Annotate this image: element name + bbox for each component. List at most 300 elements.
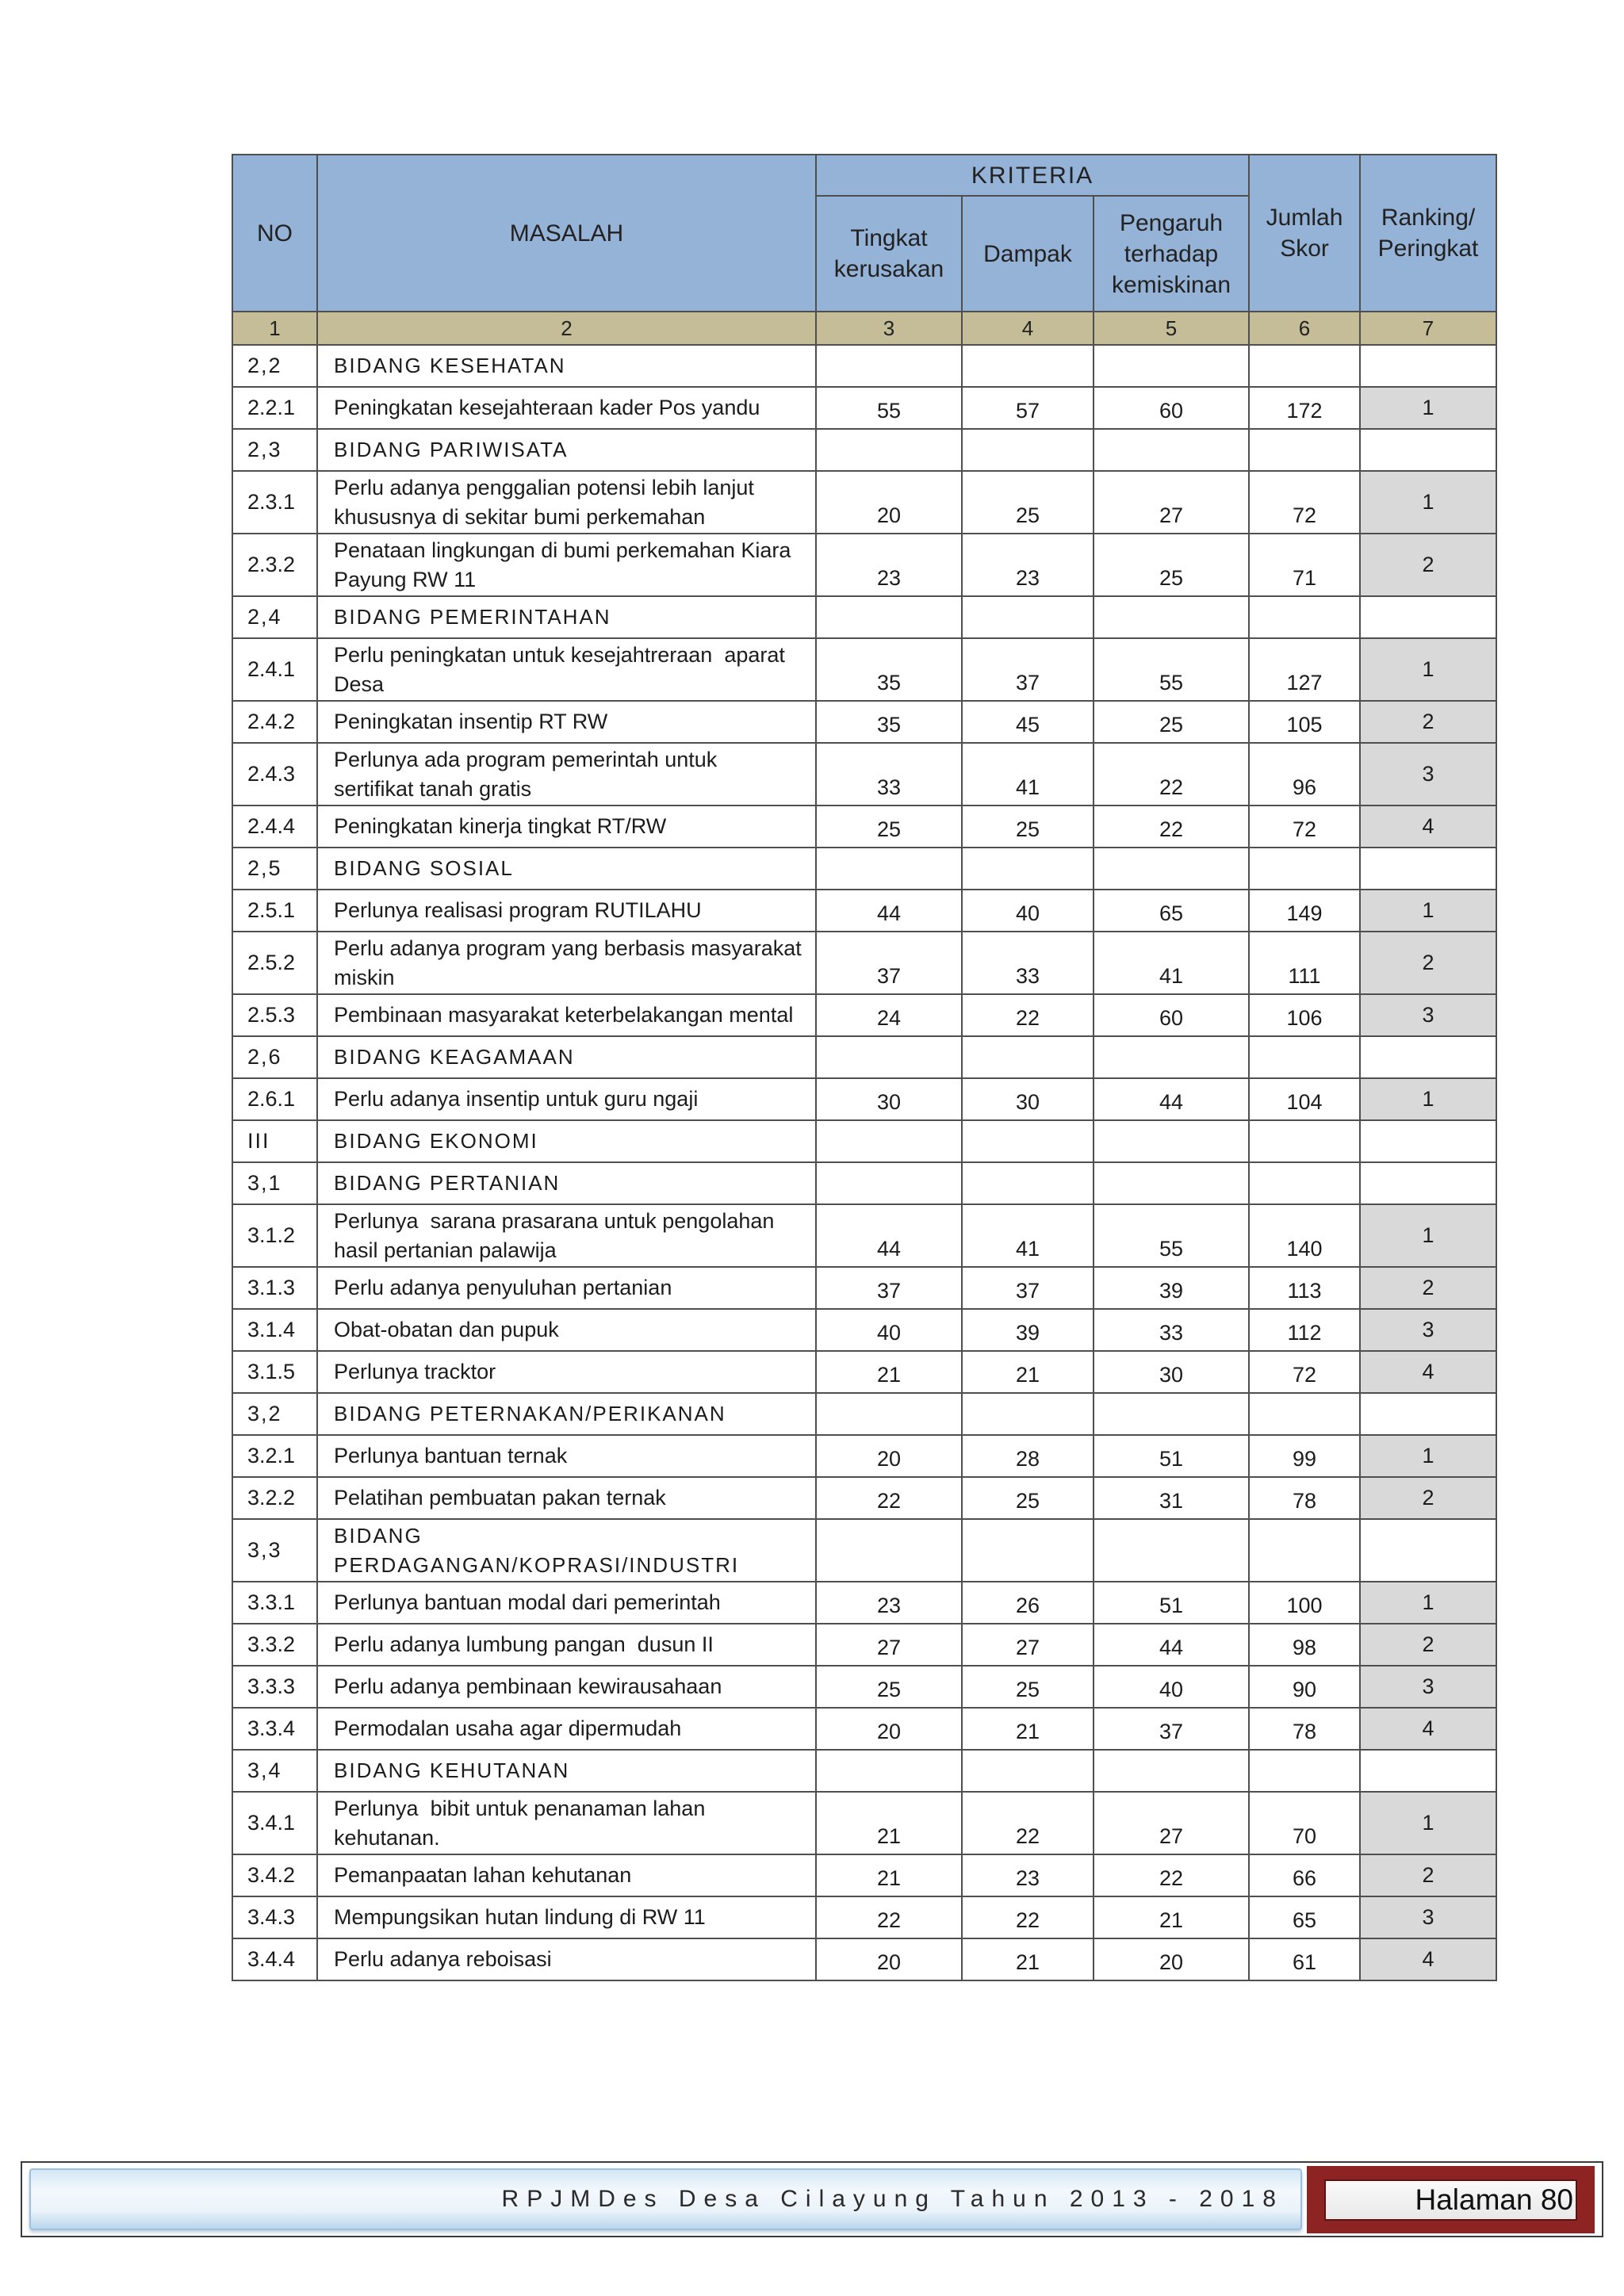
empty-cell <box>962 1036 1094 1078</box>
row-number: 3.3.1 <box>232 1582 317 1624</box>
row-number: 2.4.3 <box>232 743 317 806</box>
column-number-cell: 2 <box>317 312 816 345</box>
empty-cell <box>1249 429 1360 471</box>
section-number: 3,2 <box>232 1393 317 1435</box>
table-row <box>232 890 1496 932</box>
row-number: 3.2.1 <box>232 1435 317 1477</box>
empty-cell <box>1360 848 1496 890</box>
poverty-influence-cell: 44 <box>1094 1624 1249 1666</box>
problem-cell <box>317 471 816 534</box>
poverty-influence-cell: 20 <box>1094 1938 1249 1980</box>
empty-cell <box>1360 429 1496 471</box>
empty-cell <box>1249 848 1360 890</box>
column-number-cell: 4 <box>962 312 1094 345</box>
impact-cell: 28 <box>962 1435 1094 1477</box>
table-row <box>232 1309 1496 1351</box>
table-row <box>232 638 1496 701</box>
impact-cell: 25 <box>962 1477 1094 1519</box>
section-title <box>317 1519 816 1582</box>
poverty-influence-cell: 60 <box>1094 387 1249 429</box>
empty-cell <box>816 1393 962 1435</box>
row-number: 3.3.3 <box>232 1666 317 1708</box>
impact-cell: 23 <box>962 534 1094 596</box>
problem-line: Perlu adanya penggalian potensi lebih lanjut <box>334 475 754 499</box>
page-number-panel <box>1324 2179 1577 2221</box>
table-row <box>232 471 1496 534</box>
total-score-cell: 72 <box>1249 806 1360 848</box>
problem-cell: Perlu adanya reboisasi <box>317 1938 816 1980</box>
rank-cell: 2 <box>1360 701 1496 743</box>
empty-cell <box>816 1036 962 1078</box>
problem-line: Penataan lingkungan di bumi perkemahan Kiara <box>334 538 791 562</box>
damage-level-cell: 37 <box>816 932 962 994</box>
empty-cell <box>1094 345 1249 387</box>
section-title: BIDANG KEHUTANAN <box>317 1750 816 1792</box>
empty-cell <box>1360 1393 1496 1435</box>
problem-cell: Peningkatan insentip RT RW <box>317 701 816 743</box>
total-score-cell: 140 <box>1249 1204 1360 1267</box>
empty-cell <box>962 596 1094 638</box>
poverty-influence-cell: 22 <box>1094 743 1249 806</box>
rank-cell: 1 <box>1360 1204 1496 1267</box>
section-number: 3,1 <box>232 1162 317 1204</box>
total-score-cell: 70 <box>1249 1792 1360 1854</box>
column-number-row <box>232 312 1496 345</box>
rank-cell: 4 <box>1360 1708 1496 1750</box>
empty-cell <box>1094 1519 1249 1582</box>
section-number: III <box>232 1120 317 1162</box>
empty-cell <box>962 1519 1094 1582</box>
empty-cell <box>1094 848 1249 890</box>
column-number-cell: 1 <box>232 312 317 345</box>
empty-cell <box>962 848 1094 890</box>
header-masalah: MASALAH <box>317 155 816 312</box>
row-number: 2.3.2 <box>232 534 317 596</box>
damage-level-cell: 27 <box>816 1624 962 1666</box>
rank-cell: 2 <box>1360 1854 1496 1896</box>
damage-level-cell: 20 <box>816 1708 962 1750</box>
impact-cell: 37 <box>962 638 1094 701</box>
damage-level-cell: 21 <box>816 1792 962 1854</box>
header-tingkat-kerusakan <box>816 196 962 312</box>
section-title: BIDANG KESEHATAN <box>317 345 816 387</box>
impact-cell: 21 <box>962 1708 1094 1750</box>
section-row <box>232 1519 1496 1582</box>
impact-cell: 30 <box>962 1078 1094 1120</box>
impact-cell: 41 <box>962 1204 1094 1267</box>
row-number: 3.1.3 <box>232 1267 317 1309</box>
header-jumlah-skor <box>1249 155 1360 312</box>
total-score-cell: 112 <box>1249 1309 1360 1351</box>
damage-level-cell: 23 <box>816 534 962 596</box>
section-title: BIDANG SOSIAL <box>317 848 816 890</box>
poverty-influence-cell: 21 <box>1094 1896 1249 1938</box>
table-row <box>232 701 1496 743</box>
empty-cell <box>1360 1519 1496 1582</box>
row-number: 2.5.1 <box>232 890 317 932</box>
impact-cell: 40 <box>962 890 1094 932</box>
table-row <box>232 1582 1496 1624</box>
problem-cell: Perlu adanya lumbung pangan dusun II <box>317 1624 816 1666</box>
total-score-cell: 106 <box>1249 994 1360 1036</box>
section-number: 2,2 <box>232 345 317 387</box>
problem-cell: Obat-obatan dan pupuk <box>317 1309 816 1351</box>
section-number: 3,4 <box>232 1750 317 1792</box>
rank-cell: 2 <box>1360 1477 1496 1519</box>
poverty-influence-cell: 55 <box>1094 1204 1249 1267</box>
rank-cell: 4 <box>1360 806 1496 848</box>
impact-cell: 41 <box>962 743 1094 806</box>
problem-cell: Pemanpaatan lahan kehutanan <box>317 1854 816 1896</box>
section-title: BIDANG KEAGAMAAN <box>317 1036 816 1078</box>
table-row <box>232 994 1496 1036</box>
problem-line: Perlunya bibit untuk penanaman lahan <box>334 1796 706 1820</box>
total-score-cell: 66 <box>1249 1854 1360 1896</box>
table-row <box>232 387 1496 429</box>
empty-cell <box>1249 1393 1360 1435</box>
column-number-cell: 5 <box>1094 312 1249 345</box>
damage-level-cell: 22 <box>816 1477 962 1519</box>
total-score-cell: 61 <box>1249 1938 1360 1980</box>
row-number: 3.1.5 <box>232 1351 317 1393</box>
header-dampak: Dampak <box>962 196 1094 312</box>
empty-cell <box>1249 345 1360 387</box>
rank-cell: 3 <box>1360 1666 1496 1708</box>
impact-cell: 37 <box>962 1267 1094 1309</box>
damage-level-cell: 40 <box>816 1309 962 1351</box>
total-score-cell: 127 <box>1249 638 1360 701</box>
section-row <box>232 429 1496 471</box>
header-ranking-line: Ranking/ <box>1381 205 1476 231</box>
poverty-influence-cell: 51 <box>1094 1435 1249 1477</box>
poverty-influence-cell: 31 <box>1094 1477 1249 1519</box>
empty-cell <box>1360 345 1496 387</box>
table-row <box>232 1078 1496 1120</box>
poverty-influence-cell: 40 <box>1094 1666 1249 1708</box>
table-row <box>232 1792 1496 1854</box>
poverty-influence-cell: 33 <box>1094 1309 1249 1351</box>
empty-cell <box>962 429 1094 471</box>
problem-cell <box>317 932 816 994</box>
section-row <box>232 1162 1496 1204</box>
impact-cell: 22 <box>962 994 1094 1036</box>
impact-cell: 21 <box>962 1938 1094 1980</box>
table-row <box>232 1708 1496 1750</box>
damage-level-cell: 44 <box>816 890 962 932</box>
header-row <box>232 155 1496 196</box>
damage-level-cell: 35 <box>816 638 962 701</box>
empty-cell <box>962 345 1094 387</box>
section-title-line: BIDANG <box>334 1523 423 1548</box>
poverty-influence-cell: 39 <box>1094 1267 1249 1309</box>
header-tingkat-kerusakan-line: kerusakan <box>833 256 944 282</box>
table-header <box>232 155 1496 345</box>
poverty-influence-cell: 41 <box>1094 932 1249 994</box>
page-number: Halaman 80 <box>1415 2183 1573 2216</box>
section-title-line: PERDAGANGAN/KOPRASI/INDUSTRI <box>334 1552 740 1577</box>
total-score-cell: 113 <box>1249 1267 1360 1309</box>
total-score-cell: 104 <box>1249 1078 1360 1120</box>
impact-cell: 27 <box>962 1624 1094 1666</box>
empty-cell <box>816 848 962 890</box>
row-number: 3.1.2 <box>232 1204 317 1267</box>
problem-line: kehutanan. <box>334 1825 440 1850</box>
header-jumlah-skor-line: Skor <box>1280 235 1329 262</box>
row-number: 3.4.4 <box>232 1938 317 1980</box>
damage-level-cell: 33 <box>816 743 962 806</box>
impact-cell: 33 <box>962 932 1094 994</box>
rank-cell: 1 <box>1360 1078 1496 1120</box>
empty-cell <box>1360 596 1496 638</box>
damage-level-cell: 20 <box>816 471 962 534</box>
empty-cell <box>816 596 962 638</box>
footer-bar <box>29 2168 1302 2230</box>
impact-cell: 26 <box>962 1582 1094 1624</box>
section-number: 2,5 <box>232 848 317 890</box>
table-row <box>232 1666 1496 1708</box>
empty-cell <box>1094 1393 1249 1435</box>
empty-cell <box>1249 1036 1360 1078</box>
row-number: 3.3.2 <box>232 1624 317 1666</box>
table-row <box>232 1938 1496 1980</box>
damage-level-cell: 21 <box>816 1351 962 1393</box>
problem-line: Perlunya sarana prasarana untuk pengolahan <box>334 1208 775 1233</box>
total-score-cell: 90 <box>1249 1666 1360 1708</box>
empty-cell <box>816 1519 962 1582</box>
empty-cell <box>816 1120 962 1162</box>
empty-cell <box>816 345 962 387</box>
problem-line: hasil pertanian palawija <box>334 1238 557 1262</box>
problem-cell: Perlu adanya insentip untuk guru ngaji <box>317 1078 816 1120</box>
poverty-influence-cell: 25 <box>1094 701 1249 743</box>
row-number: 2.4.4 <box>232 806 317 848</box>
problem-cell: Perlunya tracktor <box>317 1351 816 1393</box>
empty-cell <box>1249 1120 1360 1162</box>
total-score-cell: 149 <box>1249 890 1360 932</box>
problem-cell: Perlunya bantuan modal dari pemerintah <box>317 1582 816 1624</box>
impact-cell: 22 <box>962 1792 1094 1854</box>
row-number: 3.3.4 <box>232 1708 317 1750</box>
rank-cell: 1 <box>1360 638 1496 701</box>
total-score-cell: 105 <box>1249 701 1360 743</box>
header-kriteria: KRITERIA <box>816 155 1249 196</box>
total-score-cell: 72 <box>1249 1351 1360 1393</box>
rank-cell: 3 <box>1360 1309 1496 1351</box>
table-row <box>232 1477 1496 1519</box>
table-row <box>232 1854 1496 1896</box>
empty-cell <box>1249 1519 1360 1582</box>
damage-level-cell: 24 <box>816 994 962 1036</box>
problem-cell <box>317 534 816 596</box>
rank-cell: 1 <box>1360 471 1496 534</box>
section-row <box>232 1036 1496 1078</box>
section-row <box>232 1120 1496 1162</box>
problem-cell: Permodalan usaha agar dipermudah <box>317 1708 816 1750</box>
empty-cell <box>816 1750 962 1792</box>
total-score-cell: 65 <box>1249 1896 1360 1938</box>
empty-cell <box>1249 596 1360 638</box>
poverty-influence-cell: 22 <box>1094 1854 1249 1896</box>
poverty-influence-cell: 27 <box>1094 1792 1249 1854</box>
header-pengaruh <box>1094 196 1249 312</box>
damage-level-cell: 22 <box>816 1896 962 1938</box>
poverty-influence-cell: 65 <box>1094 890 1249 932</box>
poverty-influence-cell: 44 <box>1094 1078 1249 1120</box>
row-number: 2.5.3 <box>232 994 317 1036</box>
rank-cell: 4 <box>1360 1351 1496 1393</box>
row-number: 3.1.4 <box>232 1309 317 1351</box>
section-title: BIDANG EKONOMI <box>317 1120 816 1162</box>
damage-level-cell: 55 <box>816 387 962 429</box>
section-row <box>232 1750 1496 1792</box>
problem-priority-table <box>232 154 1497 1981</box>
damage-level-cell: 25 <box>816 1666 962 1708</box>
section-number: 2,6 <box>232 1036 317 1078</box>
damage-level-cell: 20 <box>816 1938 962 1980</box>
empty-cell <box>962 1120 1094 1162</box>
rank-cell: 1 <box>1360 387 1496 429</box>
rank-cell: 3 <box>1360 1896 1496 1938</box>
section-row <box>232 848 1496 890</box>
section-row <box>232 1393 1496 1435</box>
rank-cell: 4 <box>1360 1938 1496 1980</box>
empty-cell <box>816 1162 962 1204</box>
table-row <box>232 1267 1496 1309</box>
total-score-cell: 96 <box>1249 743 1360 806</box>
problem-cell: Peningkatan kesejahteraan kader Pos yandu <box>317 387 816 429</box>
impact-cell: 23 <box>962 1854 1094 1896</box>
column-number-cell: 7 <box>1360 312 1496 345</box>
poverty-influence-cell: 22 <box>1094 806 1249 848</box>
empty-cell <box>1360 1036 1496 1078</box>
table-row <box>232 1435 1496 1477</box>
section-row <box>232 596 1496 638</box>
damage-level-cell: 25 <box>816 806 962 848</box>
section-title: BIDANG PARIWISATA <box>317 429 816 471</box>
header-pengaruh-line: kemiskinan <box>1111 271 1231 298</box>
problem-cell <box>317 743 816 806</box>
impact-cell: 57 <box>962 387 1094 429</box>
damage-level-cell: 20 <box>816 1435 962 1477</box>
rank-cell: 3 <box>1360 994 1496 1036</box>
section-number: 2,3 <box>232 429 317 471</box>
damage-level-cell: 21 <box>816 1854 962 1896</box>
impact-cell: 21 <box>962 1351 1094 1393</box>
total-score-cell: 111 <box>1249 932 1360 994</box>
problem-line: khususnya di sekitar bumi perkemahan <box>334 504 706 529</box>
header-tingkat-kerusakan-line: Tingkat <box>850 225 928 251</box>
total-score-cell: 98 <box>1249 1624 1360 1666</box>
header-ranking-line: Peringkat <box>1377 235 1479 262</box>
damage-level-cell: 44 <box>816 1204 962 1267</box>
empty-cell <box>1249 1750 1360 1792</box>
row-number: 3.4.3 <box>232 1896 317 1938</box>
problem-cell: Perlunya realisasi program RUTILAHU <box>317 890 816 932</box>
rank-cell: 2 <box>1360 1267 1496 1309</box>
problem-cell: Perlu adanya pembinaan kewirausahaan <box>317 1666 816 1708</box>
poverty-influence-cell: 37 <box>1094 1708 1249 1750</box>
problem-line: Desa <box>334 672 385 696</box>
total-score-cell: 71 <box>1249 534 1360 596</box>
poverty-influence-cell: 30 <box>1094 1351 1249 1393</box>
total-score-cell: 100 <box>1249 1582 1360 1624</box>
column-number-cell: 3 <box>816 312 962 345</box>
problem-cell: Pelatihan pembuatan pakan ternak <box>317 1477 816 1519</box>
total-score-cell: 78 <box>1249 1477 1360 1519</box>
section-title: BIDANG PEMERINTAHAN <box>317 596 816 638</box>
problem-line: Perlu adanya program yang berbasis masyarakat <box>334 936 802 960</box>
empty-cell <box>1094 596 1249 638</box>
empty-cell <box>1094 1750 1249 1792</box>
table-row <box>232 932 1496 994</box>
section-title: BIDANG PETERNAKAN/PERIKANAN <box>317 1393 816 1435</box>
page-number-box <box>1307 2166 1595 2233</box>
problem-line: sertifikat tanah gratis <box>334 776 532 801</box>
problem-line: Perlunya ada program pemerintah untuk <box>334 747 718 771</box>
empty-cell <box>1094 429 1249 471</box>
row-number: 3.4.1 <box>232 1792 317 1854</box>
section-number: 3,3 <box>232 1519 317 1582</box>
header-ranking <box>1360 155 1496 312</box>
empty-cell <box>962 1162 1094 1204</box>
rank-cell: 1 <box>1360 1435 1496 1477</box>
rank-cell: 3 <box>1360 743 1496 806</box>
total-score-cell: 99 <box>1249 1435 1360 1477</box>
footer-title: RPJMDes Desa Cilayung Tahun 2013 - 2018 <box>501 2186 1284 2212</box>
impact-cell: 39 <box>962 1309 1094 1351</box>
rank-cell: 2 <box>1360 534 1496 596</box>
row-number: 2.6.1 <box>232 1078 317 1120</box>
poverty-influence-cell: 25 <box>1094 534 1249 596</box>
damage-level-cell: 30 <box>816 1078 962 1120</box>
row-number: 2.2.1 <box>232 387 317 429</box>
table-row <box>232 1351 1496 1393</box>
problem-cell <box>317 638 816 701</box>
empty-cell <box>1360 1120 1496 1162</box>
problem-line: miskin <box>334 965 395 989</box>
impact-cell: 25 <box>962 1666 1094 1708</box>
header-jumlah-skor-line: Jumlah <box>1266 205 1343 231</box>
empty-cell <box>962 1393 1094 1435</box>
problem-cell <box>317 1204 816 1267</box>
rank-cell: 1 <box>1360 1792 1496 1854</box>
empty-cell <box>1249 1162 1360 1204</box>
empty-cell <box>1360 1750 1496 1792</box>
row-number: 3.2.2 <box>232 1477 317 1519</box>
table-row <box>232 1624 1496 1666</box>
row-number: 2.4.2 <box>232 701 317 743</box>
impact-cell: 45 <box>962 701 1094 743</box>
problem-cell: Perlunya bantuan ternak <box>317 1435 816 1477</box>
rank-cell: 1 <box>1360 890 1496 932</box>
poverty-influence-cell: 51 <box>1094 1582 1249 1624</box>
table-row <box>232 1896 1496 1938</box>
poverty-influence-cell: 60 <box>1094 994 1249 1036</box>
table-row <box>232 534 1496 596</box>
damage-level-cell: 35 <box>816 701 962 743</box>
table-row <box>232 743 1496 806</box>
impact-cell: 25 <box>962 806 1094 848</box>
total-score-cell: 78 <box>1249 1708 1360 1750</box>
damage-level-cell: 23 <box>816 1582 962 1624</box>
empty-cell <box>1094 1120 1249 1162</box>
empty-cell <box>1360 1162 1496 1204</box>
row-number: 2.4.1 <box>232 638 317 701</box>
rank-cell: 2 <box>1360 1624 1496 1666</box>
impact-cell: 25 <box>962 471 1094 534</box>
problem-cell: Pembinaan masyarakat keterbelakangan mental <box>317 994 816 1036</box>
empty-cell <box>816 429 962 471</box>
